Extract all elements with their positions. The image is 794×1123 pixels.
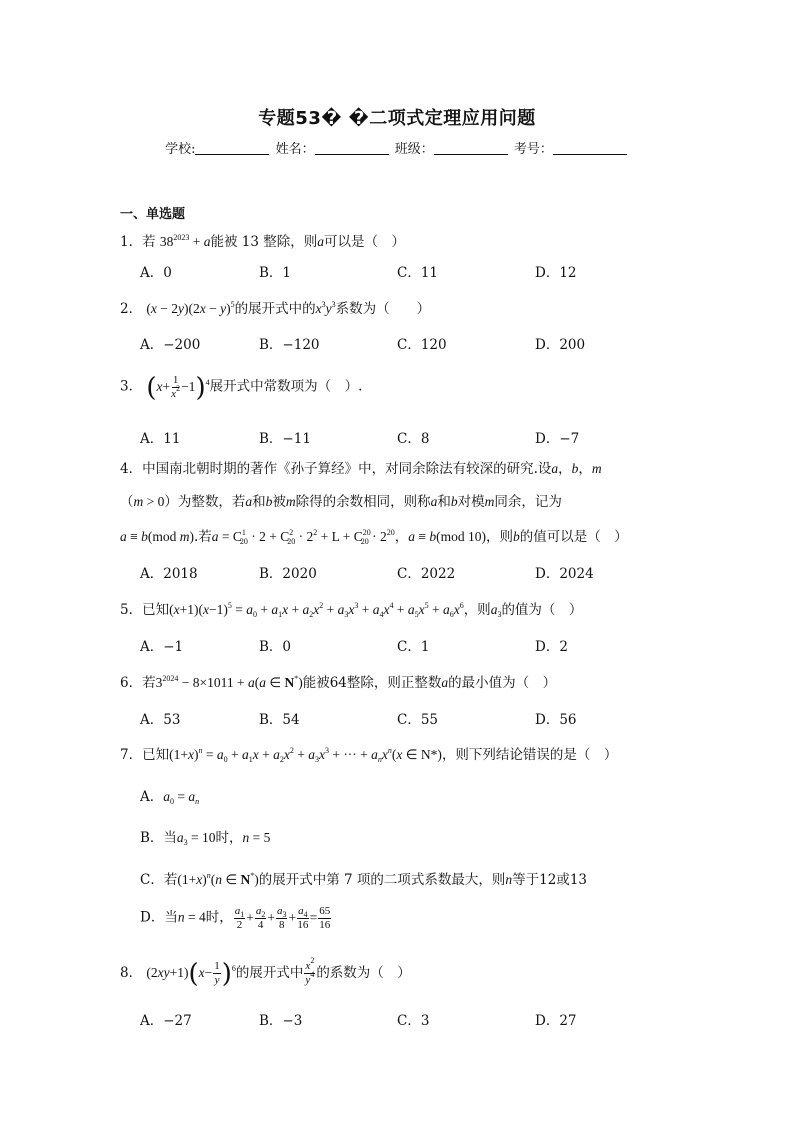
q1-expression: $38^{2023} + a$ xyxy=(159,233,211,249)
school-label: 学校: xyxy=(165,142,196,157)
option-d[interactable]: D．2024 xyxy=(535,566,594,582)
option-d[interactable]: D．200 xyxy=(535,337,586,353)
option-d[interactable]: D．−7 xyxy=(535,431,580,447)
option-c[interactable]: C．11 xyxy=(397,265,439,281)
question-7: 7．已知$(1+x)^n = a_0 + a_1x + a_2x^2 + a_3x^3$ + ··· + $a_nx^n(x$ ∈ N*)，则下列结论错误的是（ ） xyxy=(120,746,618,764)
name-blank[interactable] xyxy=(315,142,389,155)
option-b[interactable]: B．当$a_3 = 10$时，n = 5 xyxy=(140,830,271,847)
option-b[interactable]: B．−11 xyxy=(259,431,311,447)
q4-sum-expression: $a = C^1_{20} \cdot 2 + C^2_{20} \cdot 2^2 + L + C^{20}_{20} \cdot 2^{20}$，a ≡ b(mod 10) xyxy=(211,528,487,546)
option-c[interactable]: C．8 xyxy=(397,431,430,447)
question-2: 2． $(x - 2y)(2x - y)^5$的展开式中的$x^3y^3$系数为（ ） xyxy=(120,300,431,317)
option-a[interactable]: A．$a_0 = a_n$ xyxy=(140,789,200,806)
section-heading: 一、单选题 xyxy=(120,207,186,222)
option-b[interactable]: B．2020 xyxy=(259,566,317,582)
class-blank[interactable] xyxy=(434,142,508,155)
option-a[interactable]: A．−200 xyxy=(140,337,201,353)
option-c[interactable]: C．120 xyxy=(397,337,447,353)
q5-expression: $(x+1)(x-1)^5 = a_0 + a_1x + a_2x^2 + a_3x^3 + a_4x^4 + a_5x^5 + a_6x^6$ xyxy=(169,601,464,619)
question-4-line-2: （m > 0）为整数，若a和b被m除得的余数相同，则称a和b对模m同余，记为 xyxy=(120,494,562,510)
option-c[interactable]: C．55 xyxy=(397,712,439,728)
option-a[interactable]: A．11 xyxy=(140,431,181,447)
option-b[interactable]: B．−3 xyxy=(259,1013,303,1029)
q3-expression: (x+ $\frac{1}{x^2}$ −1)$^4$ xyxy=(146,372,210,403)
option-c[interactable]: C．2022 xyxy=(397,566,456,582)
option-d[interactable]: D．2 xyxy=(535,639,568,655)
option-a[interactable]: A．53 xyxy=(140,712,181,728)
option-a[interactable]: A．−27 xyxy=(140,1013,192,1029)
question-3: 3． (x+ $\frac{1}{x^2}$ −1)$^4$展开式中常数项为（ ）. xyxy=(120,372,363,403)
q4-congruence: a ≡ b(mod m) xyxy=(120,529,194,544)
option-b[interactable]: B．1 xyxy=(259,265,292,281)
name-label: 姓名： xyxy=(275,142,315,157)
q8-expression: (2xy+1)(x− $\frac{1}{y}$ )$^6$ xyxy=(146,958,236,989)
option-a[interactable]: A．2018 xyxy=(140,566,198,582)
q7-expression: $(1+x)^n = a_0 + a_1x + a_2x^2 + a_3x^3$ + ··· + $a_nx^n(x$ ∈ N*) xyxy=(169,746,442,764)
school-blank[interactable] xyxy=(195,142,269,155)
page-title: 专题53� �二项式定理应用问题 xyxy=(258,108,536,129)
option-d[interactable]: D．12 xyxy=(535,265,577,281)
option-b[interactable]: B．0 xyxy=(259,639,292,655)
question-6: 6．若$3^{2024} - 8\times 1011 + a(a$ ∈ N*)能被64整除，则正整数a的最小值为（ ） xyxy=(120,674,557,691)
option-d[interactable]: D．27 xyxy=(535,1013,577,1029)
q7-fraction-sum: $\frac{a_1}{2}$ + $\frac{a_2}{4}$ + $\frac{a_3}{8}$ + $\frac{a_4}{16}$ = $\frac{65}{16}$ xyxy=(234,905,331,931)
question-8: 8． (2xy+1)(x− $\frac{1}{y}$ )$^6$的展开式中 $\frac{x^2}{y^4}$ 的系数为（ ） xyxy=(120,956,411,989)
option-d[interactable]: D．当n = 4时， $\frac{a_1}{2}$ + $\frac{a_2}{4}$ + $\frac{a_3}{8}$ + $\frac{a_4}{16}$ = $\frac{65}{16}$ xyxy=(140,905,331,931)
q6-expression: $3^{2024} - 8\times 1011 + a(a$ ∈ N*) xyxy=(155,674,303,690)
question-1: 1．若 $38^{2023} + a$能被 13 整除，则a可以是（ ） xyxy=(120,233,406,250)
option-a[interactable]: A．0 xyxy=(140,265,172,281)
option-b[interactable]: B．−120 xyxy=(259,337,320,353)
option-c[interactable]: C．1 xyxy=(397,639,430,655)
exam-number-blank[interactable] xyxy=(553,142,627,155)
student-info-line xyxy=(0,138,794,157)
class-label: 班级： xyxy=(394,142,434,157)
option-b[interactable]: B．54 xyxy=(259,712,300,728)
question-4: 4．中国南北朝时期的著作《孙子算经》中，对同余除法有较深的研究.设a，b，m xyxy=(120,461,602,477)
question-5: 5．已知$(x+1)(x-1)^5 = a_0 + a_1x + a_2x^2 + a_3x^3 + a_4x^4 + a_5x^5 + a_6x^6$，则$a_3$的值为（ ） xyxy=(120,601,583,619)
q2-expression: $(x - 2y)(2x - y)^5$ xyxy=(146,300,235,316)
option-c[interactable]: C．3 xyxy=(397,1013,430,1029)
exam-number-label: 考号： xyxy=(513,142,553,157)
option-d[interactable]: D．56 xyxy=(535,712,577,728)
option-a[interactable]: A．−1 xyxy=(140,639,184,655)
question-4-line-3: a ≡ b(mod m).若$a = C^1_{20} \cdot 2 + C^2_{20} \cdot 2^2 + L + C^{20}_{20} \cdot 2^{20}$，a ≡ b(mod 10)，则b的值可以是（ ） xyxy=(120,528,628,546)
option-c[interactable]: C．若$(1+x)^n(n$ ∈ N*)的展开式中第 7 项的二项式系数最大，则n等于12或13 xyxy=(140,871,587,888)
